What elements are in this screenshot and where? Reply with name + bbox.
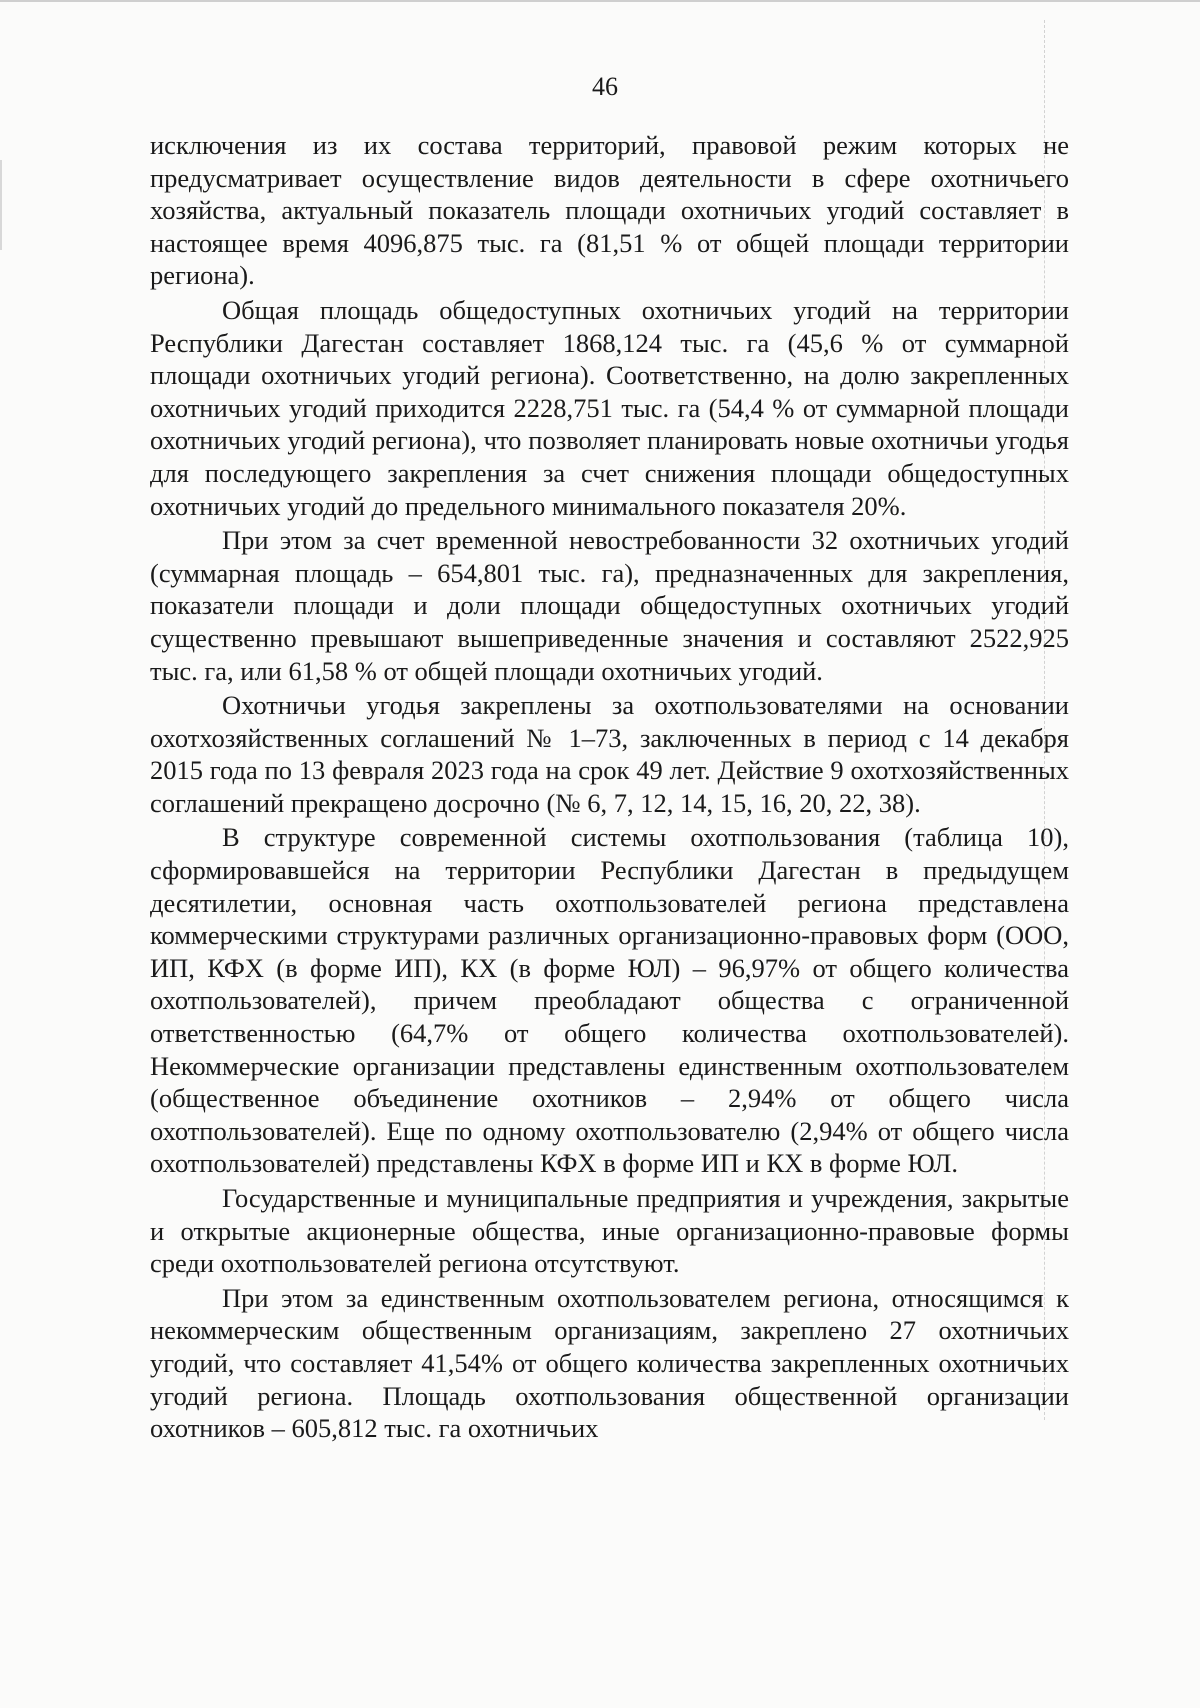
scan-edge-left [0, 160, 2, 250]
body-text [150, 129, 1069, 1447]
page-number: 46 [592, 72, 618, 101]
paragraph-5: В структуре современной системы охотпользования (таблица 10), сформировавшейся на территории Республики Дагестан в предыдущем десятилетии, основная часть охотпользователей региона представлена коммерческими структурами различных организационно-правовых форм (ООО, ИП, КФХ (в форме ИП), КХ (в форме ЮЛ) – 96,97% от общего количества охотпользователей), причем преобладают общества с ограниченной ответственностью (64,7% от общего количества охотпользователей). Некоммерческие организации представлены единственным охотпользователем (общественное объединение охотников – 2,94% от общего числа охотпользователей). Еще по одному охотпользователю (2,94% от общего числа охотпользователей) представлены КФХ в форме ИП и КХ в форме ЮЛ. [150, 822, 1069, 1179]
paragraph-2: Общая площадь общедоступных охотничьих угодий на территории Республики Дагестан составляет 1868,124 тыс. га (45,6 % от суммарной площади охотничьих угодий региона). Соответственно, на долю закрепленных охотничьих угодий приходится 2228,751 тыс. га (54,4 % от суммарной площади охотничьих угодий региона), что позволяет планировать новые охотничьи угодья для последующего закрепления за счет снижения площади общедоступных охотничьих угодий до предельного минимального показателя 20%. [150, 294, 1069, 521]
paragraph-7: При этом за единственным охотпользователем региона, относящимся к некоммерческим общественным организациям, закреплено 27 охотничьих угодий, что составляет 41,54% от общего количества закрепленных охотничьих угодий региона. Площадь охотпользования общественной организации охотников – 605,812 тыс. га охотничьих [150, 1282, 1069, 1444]
paragraph-4: Охотничьи угодья закреплены за охотпользователями на основании охотхозяйственных соглашений № 1–73, заключенных в период с 14 декабря 2015 года по 13 февраля 2023 года на срок 49 лет. Действие 9 охотхозяйственных соглашений прекращено досрочно (№ 6, 7, 12, 14, 15, 16, 20, 22, 38). [150, 690, 1069, 818]
paragraph-1: исключения из их состава территорий, правовой режим которых не предусматривает осуществление видов деятельности в сфере охотничьего хозяйства, актуальный показатель площади охотничьих угодий составляет в настоящее время 4096,875 тыс. га (81,51 % от общей площади территории региона). [150, 130, 1069, 291]
paragraph-3: При этом за счет временной невостребованности 32 охотничьих угодий (суммарная площадь – 654,801 тыс. га), предназначенных для закрепления, показатели площади и доли площади общедоступных охотничьих угодий существенно превышают вышеприведенные значения и составляют 2522,925 тыс. га, или 61,58 % от общей площади охотничьих угодий. [150, 525, 1069, 686]
scan-edge-top [0, 0, 1200, 2]
paragraph-6: Государственные и муниципальные предприятия и учреждения, закрытые и открытые акционерные общества, иные организационно-правовые формы среди охотпользователей региона отсутствуют. [150, 1183, 1069, 1279]
